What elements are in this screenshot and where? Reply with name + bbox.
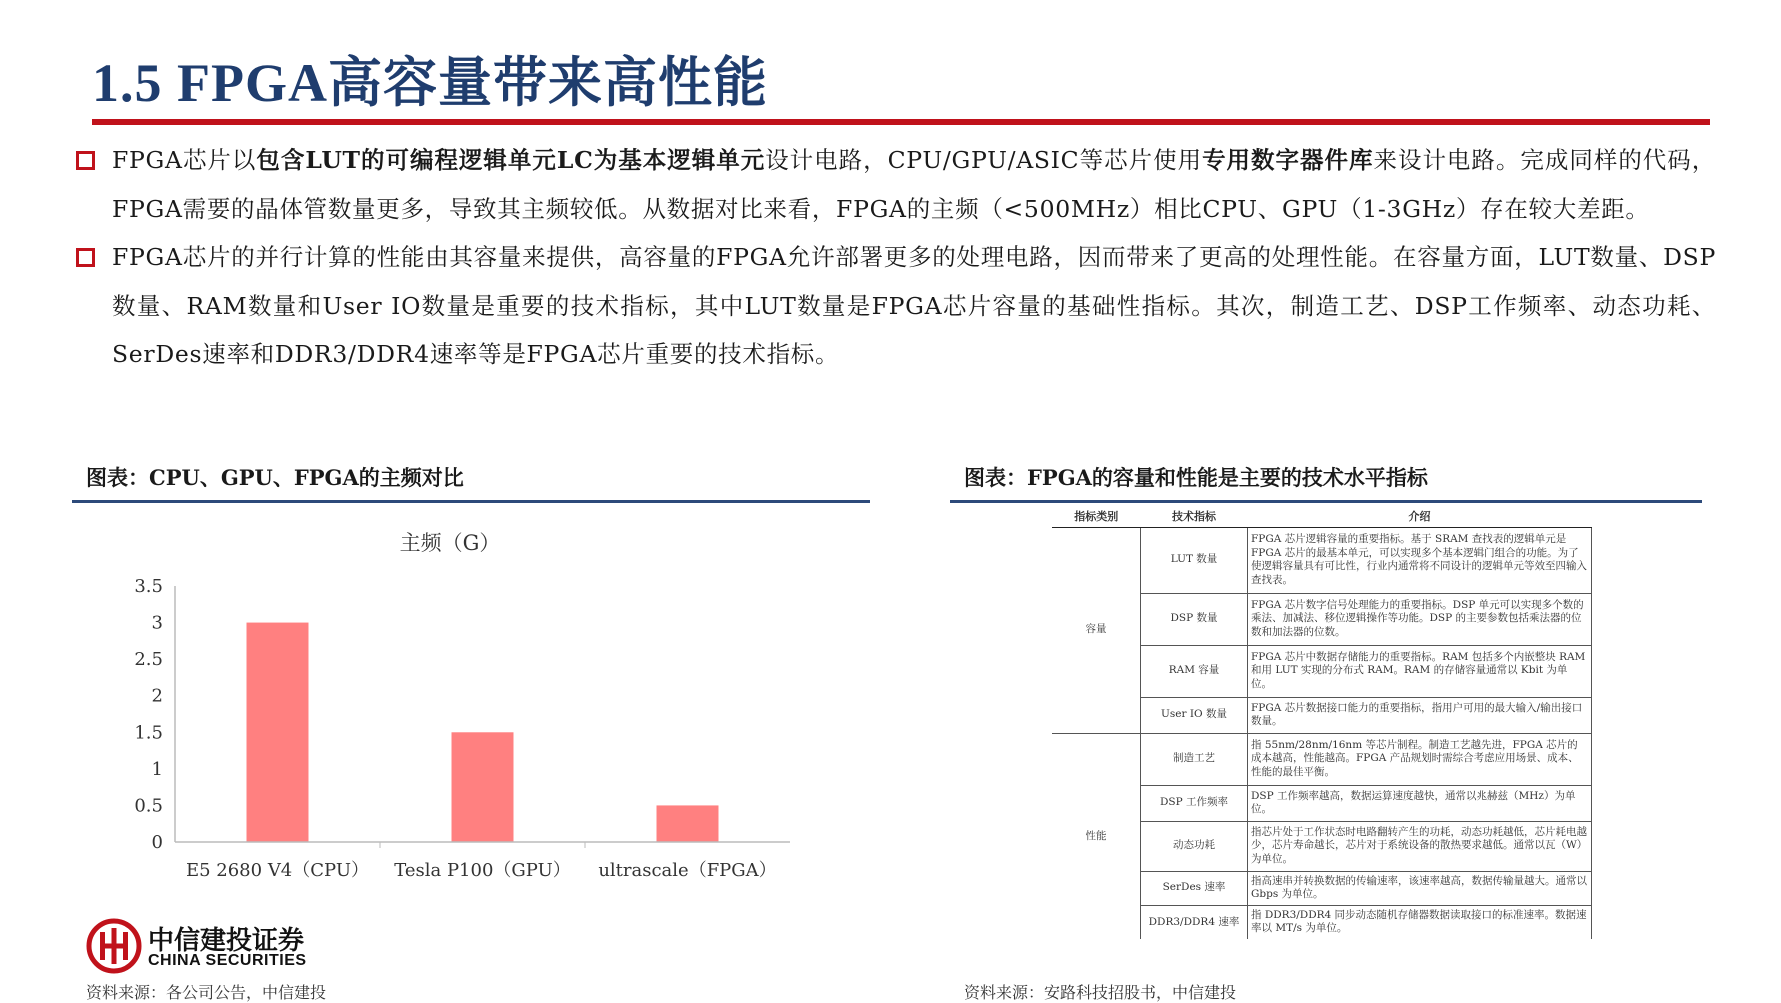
y-tick-label: 2.5 (134, 649, 163, 671)
description-cell: DSP 工作频率越高，数据运算速度越快，通常以兆赫兹（MHz）为单位。 (1248, 785, 1592, 821)
bullet-list (76, 136, 1716, 379)
table-header: 指标类别 (1052, 507, 1141, 527)
y-tick-label: 3 (151, 612, 163, 634)
category-cell: 容量 (1052, 527, 1141, 733)
indicator-cell: 制造工艺 (1141, 733, 1248, 785)
description-cell: 指 55nm/28nm/16nm 等芯片制程。制造工艺越先进，FPGA 芯片的成本越高，性能越高。FPGA 产品规划时需综合考虑应用场景、成本、性能的最佳平衡。 (1248, 733, 1592, 785)
right-figure-caption: 图表：FPGA的容量和性能是主要的技术水平指标 (964, 465, 1428, 490)
x-tick-label: E5 2680 V4（CPU） (185, 860, 370, 881)
y-tick-label: 2 (151, 685, 163, 707)
right-caption-rule (950, 500, 1702, 503)
indicator-cell: SerDes 速率 (1141, 871, 1248, 905)
bullet-item-capacity (76, 233, 1716, 379)
indicator-cell: DDR3/DDR4 速率 (1141, 905, 1248, 939)
left-caption-rule (72, 500, 870, 503)
left-figure-caption: 图表：CPU、GPU、FPGA的主频对比 (86, 465, 464, 490)
description-cell: 指芯片处于工作状态时电路翻转产生的功耗，动态功耗越低，芯片耗电越少，芯片寿命越长，芯片对于系统设备的散热要求越低。通常以瓦（W）为单位。 (1248, 821, 1592, 871)
y-tick-label: 3.5 (134, 576, 163, 597)
left-source-note: 资料来源：各公司公告，中信建投 (86, 983, 327, 1002)
right-source-note: 资料来源：安路科技招股书，中信建投 (964, 983, 1237, 1002)
indicator-cell: User IO 数量 (1141, 697, 1248, 733)
description-cell: FPGA 芯片中数据存储能力的重要指标。RAM 包括多个内嵌整块 RAM 和用 LUT 实现的分布式 RAM。RAM 的存储容量通常以 Kbit 为单位。 (1248, 645, 1592, 697)
bullet-square-icon (76, 248, 95, 267)
bar (657, 805, 719, 842)
table-header: 技术指标 (1141, 507, 1248, 527)
x-axis (175, 842, 790, 881)
brand-name-en: CHINA SECURITIES (148, 952, 307, 969)
bullet-text: FPGA芯片以包含LUT的可编程逻辑单元LC为基本逻辑单元设计电路，CPU/GPU/ASIC等芯片使用专用数字器件库来设计电路。完成同样的代码，FPGA需要的晶体管数量更多，导致其主频较低。从数据对比来看，FPGA的主频（<500MHz）相比CPU、GPU（1-3GHz）存在较大差距。 (112, 146, 1716, 223)
table-row (1052, 733, 1592, 785)
citic-emblem-icon (86, 918, 142, 974)
indicator-cell: DSP 数量 (1141, 593, 1248, 645)
chart-title: 主频（G） (399, 531, 501, 555)
brand-name-cn: 中信建投证券 (148, 926, 305, 956)
table-header-row (1052, 507, 1592, 527)
table-row (1052, 527, 1592, 593)
x-tick-label: Tesla P100（GPU） (394, 860, 571, 881)
bar (247, 623, 309, 842)
description-cell: FPGA 芯片数据接口能力的重要指标，指用户可用的最大输入/输出接口数量。 (1248, 697, 1592, 733)
y-tick-label: 1.5 (134, 722, 163, 744)
category-cell: 性能 (1085, 829, 1107, 842)
y-tick-label: 1 (151, 758, 163, 780)
bar-series (247, 623, 719, 842)
company-logo (86, 918, 307, 978)
description-cell: 指高速串并转换数据的传输速率，该速率越高，数据传输量越大。通常以 Gbps 为单位。 (1248, 871, 1592, 905)
indicator-cell: RAM 容量 (1141, 645, 1248, 697)
bullet-item-frequency (76, 136, 1716, 233)
indicator-cell: 动态功耗 (1141, 821, 1248, 871)
bar (452, 732, 514, 842)
y-axis (134, 576, 175, 853)
description-cell: 指 DDR3/DDR4 同步动态随机存储器数据读取接口的标准速率。数据速率以 MT/s 为单位。 (1248, 905, 1592, 939)
indicator-cell: LUT 数量 (1141, 527, 1248, 593)
page-title: 1.5 FPGA高容量带来高性能 (92, 53, 768, 113)
table-header: 介绍 (1248, 507, 1592, 527)
description-cell: FPGA 芯片逻辑容量的重要指标。基于 SRAM 查找表的逻辑单元是 FPGA 芯片的最基本单元，可以实现多个基本逻辑门组合的功能。为了使逻辑容量具有可比性，行业内通常将不同设计的逻辑单元等效至四输入查找表。 (1248, 527, 1592, 593)
y-tick-label: 0.5 (134, 795, 163, 817)
x-tick-label: ultrascale（FPGA） (598, 860, 777, 881)
frequency-bar-chart (90, 520, 810, 890)
indicator-cell: DSP 工作频率 (1141, 785, 1248, 821)
y-tick-label: 0 (151, 832, 163, 853)
fpga-indicator-table (1052, 507, 1592, 939)
description-cell: FPGA 芯片数字信号处理能力的重要指标。DSP 单元可以实现多个数的乘法、加减法、移位逻辑操作等功能。DSP 的主要参数包括乘法器的位数和加法器的位数。 (1248, 593, 1592, 645)
title-underline (92, 119, 1710, 125)
bullet-text: FPGA芯片的并行计算的性能由其容量来提供，高容量的FPGA允许部署更多的处理电路，因而带来了更高的处理性能。在容量方面，LUT数量、DSP数量、RAM数量和User IO数量是重要的技术指标，其中LUT数量是FPGA芯片容量的基础性指标。其次，制造工艺、DSP工作频率、动态功耗、SerDes速率和DDR3/DDR4速率等是FPGA芯片重要的技术指标。 (112, 243, 1716, 368)
bullet-square-icon (76, 151, 95, 170)
